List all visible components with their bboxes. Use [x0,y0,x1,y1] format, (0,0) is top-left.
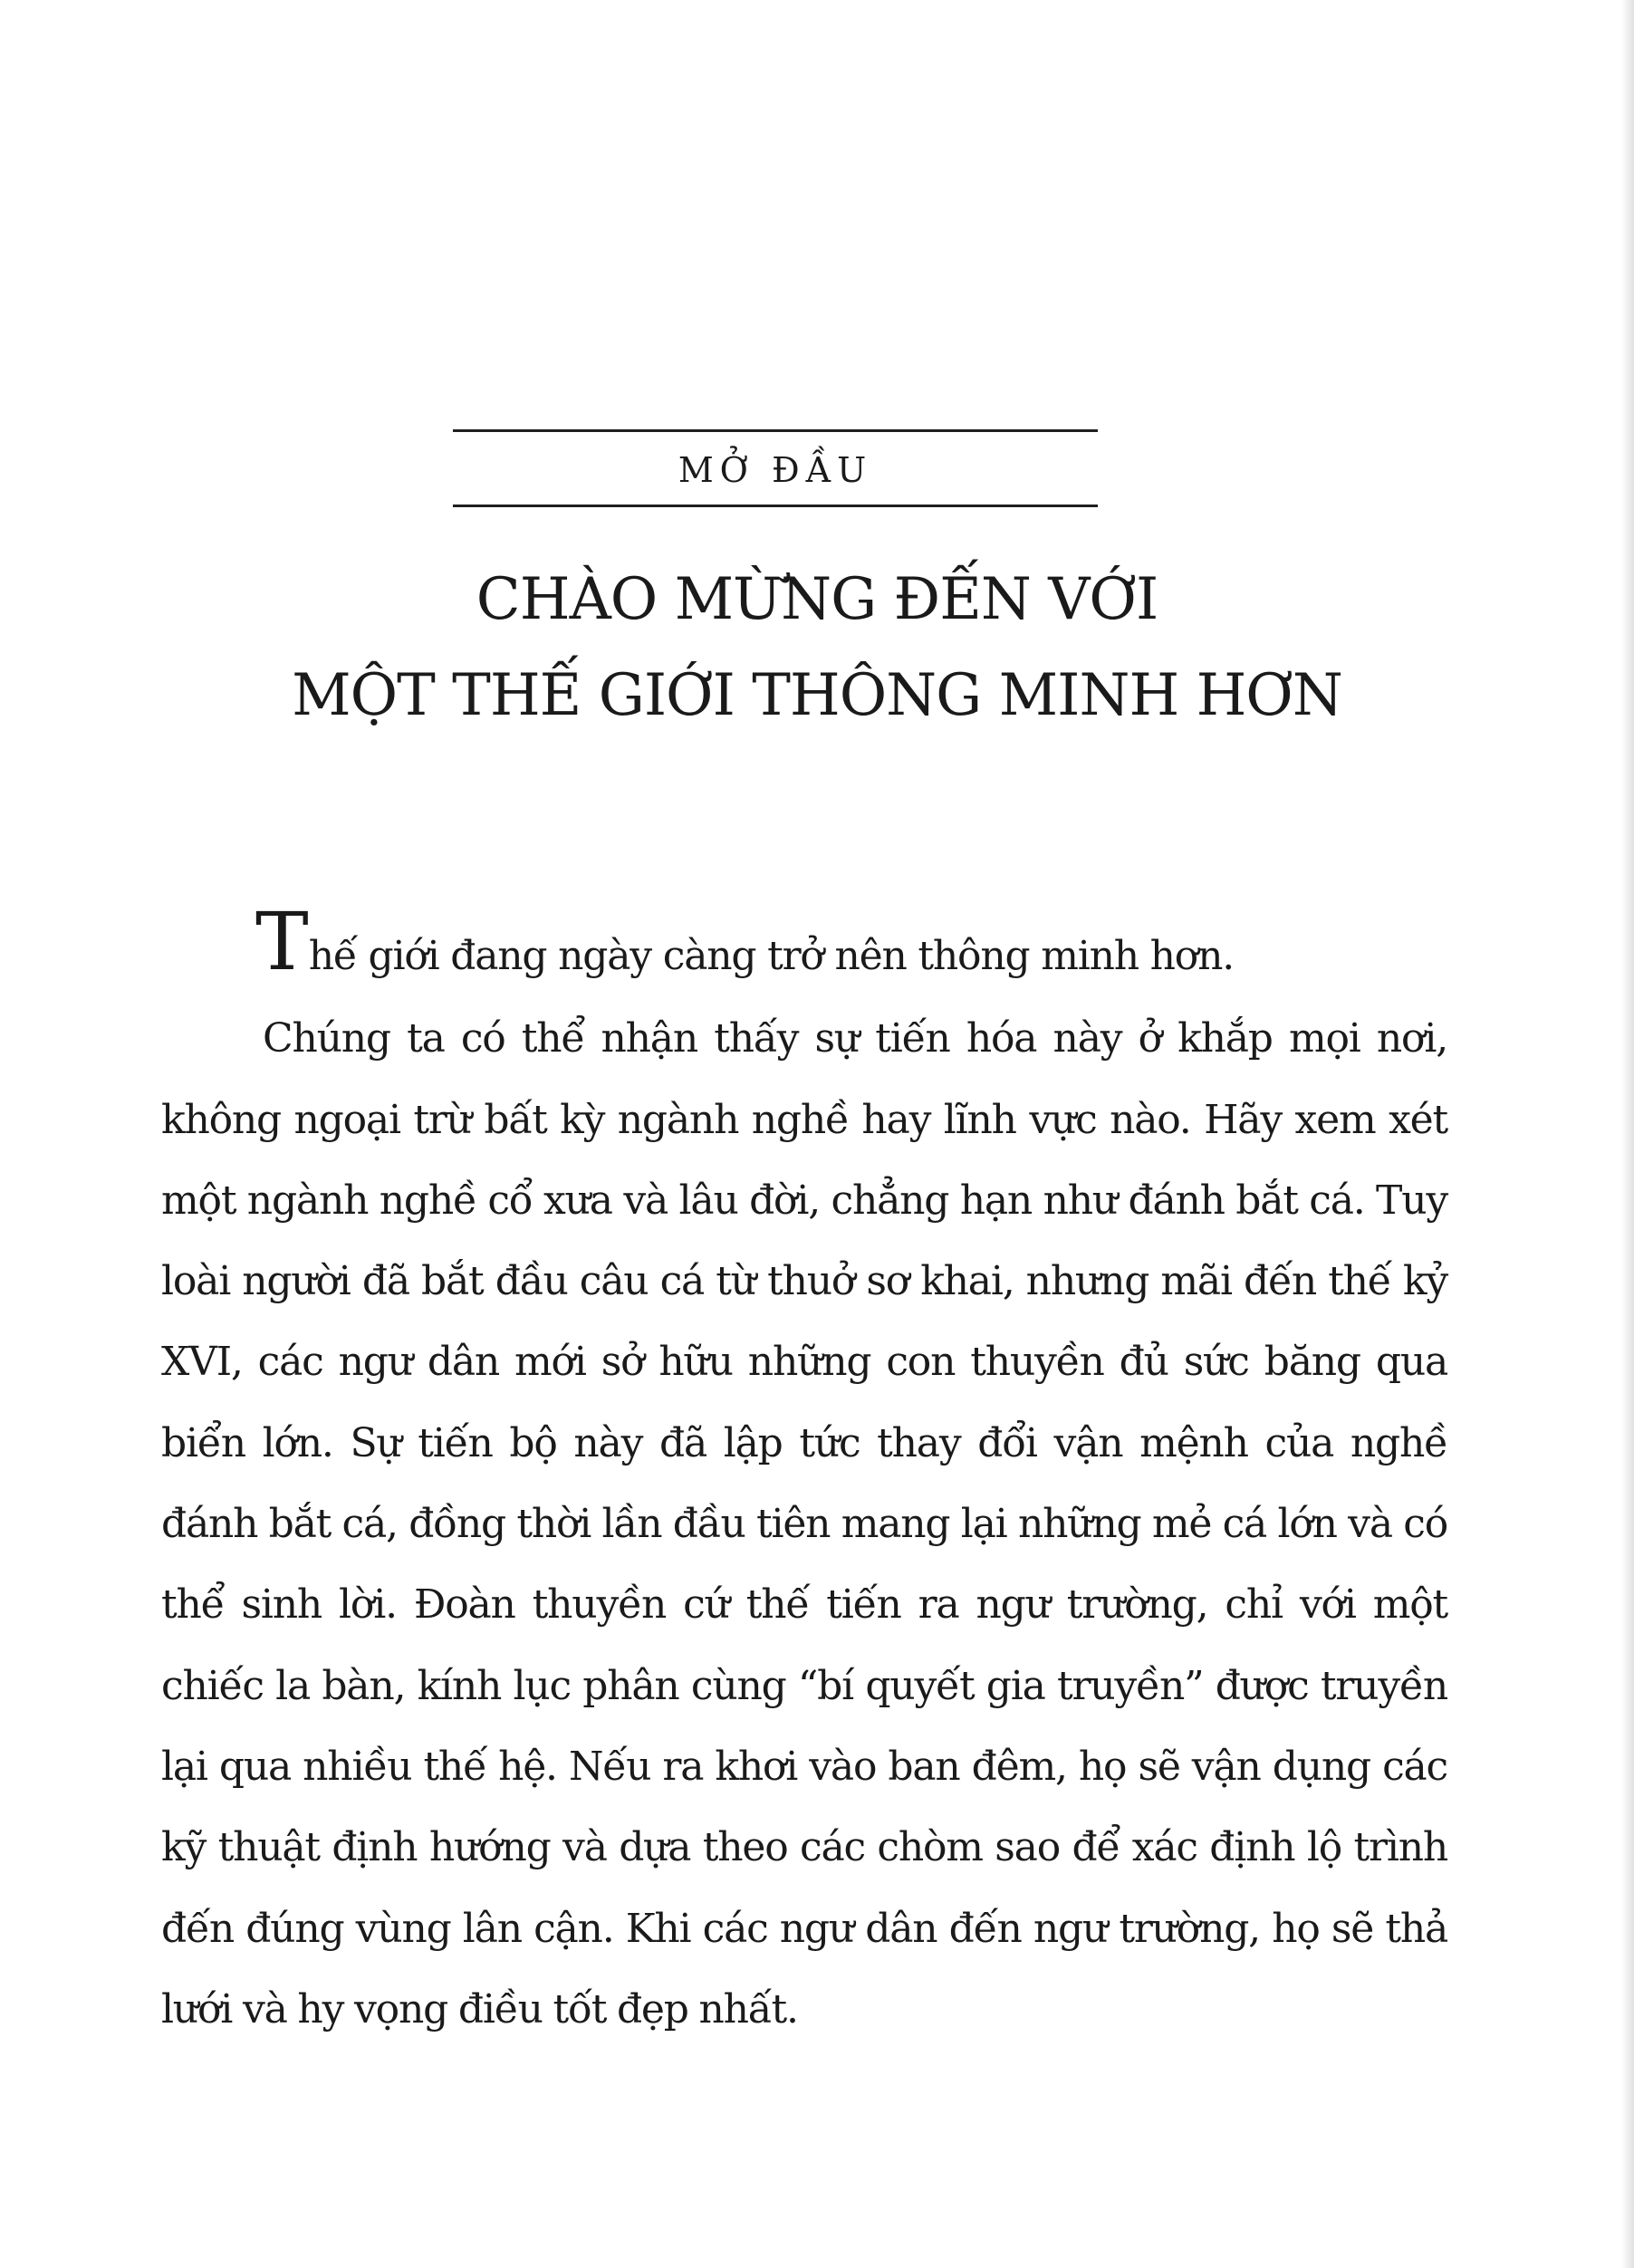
chapter-rule-bottom [453,505,1098,507]
opening-paragraph-text: hế giới đang ngày càng trở nên thông minh hơn. [308,933,1235,979]
body-text [161,895,1447,2050]
chapter-title-line-1: CHÀO MỪNG ĐẾN VỚI [476,566,1158,633]
chapter-title-line-2: MỘT THẾ GIỚI THÔNG MINH HƠN [292,662,1342,729]
opening-paragraph [161,895,1447,996]
chapter-rule-top [453,429,1098,432]
body-paragraph: Chúng ta có thể nhận thấy sự tiến hóa này ở khắp mọi nơi, không ngoại trừ bất kỳ ngành nghề hay lĩnh vực nào. Hãy xem xét một ngành nghề cổ xưa và lâu đời, chẳng hạn như đánh bắt cá. Tuy loài người đã bắt đầu câu cá từ thuở sơ khai, nhưng mãi đến thế kỷ XVI, các ngư dân mới sở hữu những con thuyền đủ sức băng qua biển lớn. Sự tiến bộ này đã lập tức thay đổi vận mệnh của nghề đánh bắt cá, đồng thời lần đầu tiên mang lại những mẻ cá lớn và có thể sinh lời. Đoàn thuyền cứ thế tiến ra ngư trường, chỉ với một chiếc la bàn, kính lục phân cùng “bí quyết gia truyền” được truyền lại qua nhiều thế hệ. Nếu ra khơi vào ban đêm, họ sẽ vận dụng các kỹ thuật định hướng và dựa theo các chòm sao để xác định lộ trình đến đúng vùng lân cận. Khi các ngư dân đến ngư trường, họ sẽ thả lưới và hy vọng điều tốt đẹp nhất. [161,1015,1447,2033]
chapter-label: MỞ ĐẦU [678,450,873,490]
page-edge-shadow [1621,0,1634,2268]
drop-cap: T [255,895,309,988]
